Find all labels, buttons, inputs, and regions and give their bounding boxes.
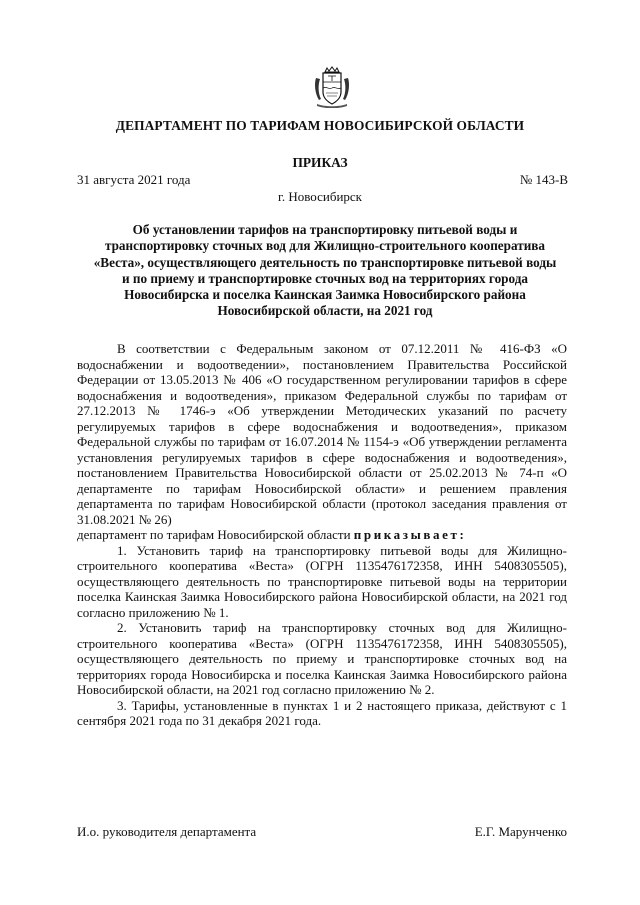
document-title: Об установлении тарифов на транспортировку питьевой воды и транспортировку сточных вод для Жилищно-строительного кооператива «Веста», осуществляющего деятельность по транспортировке питьевой воды и по приему и транспортировке сточных вод на территориях города Новосибирска и поселка Каинская Заимка Новосибирского района Новосибирской области, на 2021 год: [93, 222, 557, 319]
document-city: г. Новосибирск: [277, 189, 362, 204]
document-number: № 143-В: [519, 172, 568, 187]
preamble-paragraph: В соответствии с Федеральным законом от 07.12.2011 № 416-ФЗ «О водоснабжении и водоотведении», постановлением Правительства Российской Федерации от 13.05.2013 № 406 «О государственном регулировании тарифов в сфере водоснабжения и водоотведения», приказом Федеральной службы по тарифам от 27.12.2013 № 1746-э «Об утверждении Методических указаний по расчету регулируемых тарифов в сфере водоснабжения и водоотведения», приказом Федеральной службы по тарифам от 16.07.2014 № 1154-э «Об утверждении регламента установления регулируемых тарифов в сфере водоснабжения и водоотведения», постановлением Правительства Новосибирской области от 25.02.2013 № 74-п «О департаменте по тарифам Новосибирской области» и решением правления департамента по тарифам Новосибирской области (протокол заседания правления от 31.08.2021 № 26): [77, 341, 567, 527]
document-date: 31 августа 2021 года: [77, 172, 191, 187]
signer-name: Е.Г. Марунченко: [474, 824, 567, 839]
document-body: [77, 341, 567, 729]
coat-of-arms-icon: [313, 66, 351, 108]
document-type: ПРИКАЗ: [292, 155, 348, 170]
department-name: ДЕПАРТАМЕНТ ПО ТАРИФАМ НОВОСИБИРСКОЙ ОБЛАСТИ: [115, 118, 525, 133]
list-item: 1. Установить тариф на транспортировку питьевой воды для Жилищно-строительного кооператива «Веста» (ОГРН 1135476172358, ИНН 5408305505), осуществляющего деятельность по транспортировке питьевой воды на территории поселка Каинская Заимка Новосибирского района Новосибирской области, на 2021 год согласно приложению № 1.: [77, 542, 567, 620]
list-item: 2. Установить тариф на транспортировку сточных вод для Жилищно-строительного кооператива «Веста» (ОГРН 1135476172358, ИНН 5408305505), осуществляющего деятельность по приему и транспортировке сточных вод на территориях города Новосибирска и поселка Каинская Заимка Новосибирского района Новосибирской области, на 2021 год согласно приложению № 2.: [77, 620, 567, 697]
resolve-lead: департамент по тарифам Новосибирской области: [77, 527, 351, 542]
list-item: 3. Тарифы, установленные в пунктах 1 и 2 настоящего приказа, действуют с 1 сентября 2021 года по 31 декабря 2021 года.: [77, 697, 567, 728]
resolve-paragraph: департамент по тарифам Новосибирской области приказывает:: [77, 527, 464, 542]
resolve-word: приказывает: [353, 527, 460, 542]
signer-title: И.о. руководителя департамента: [77, 824, 257, 839]
